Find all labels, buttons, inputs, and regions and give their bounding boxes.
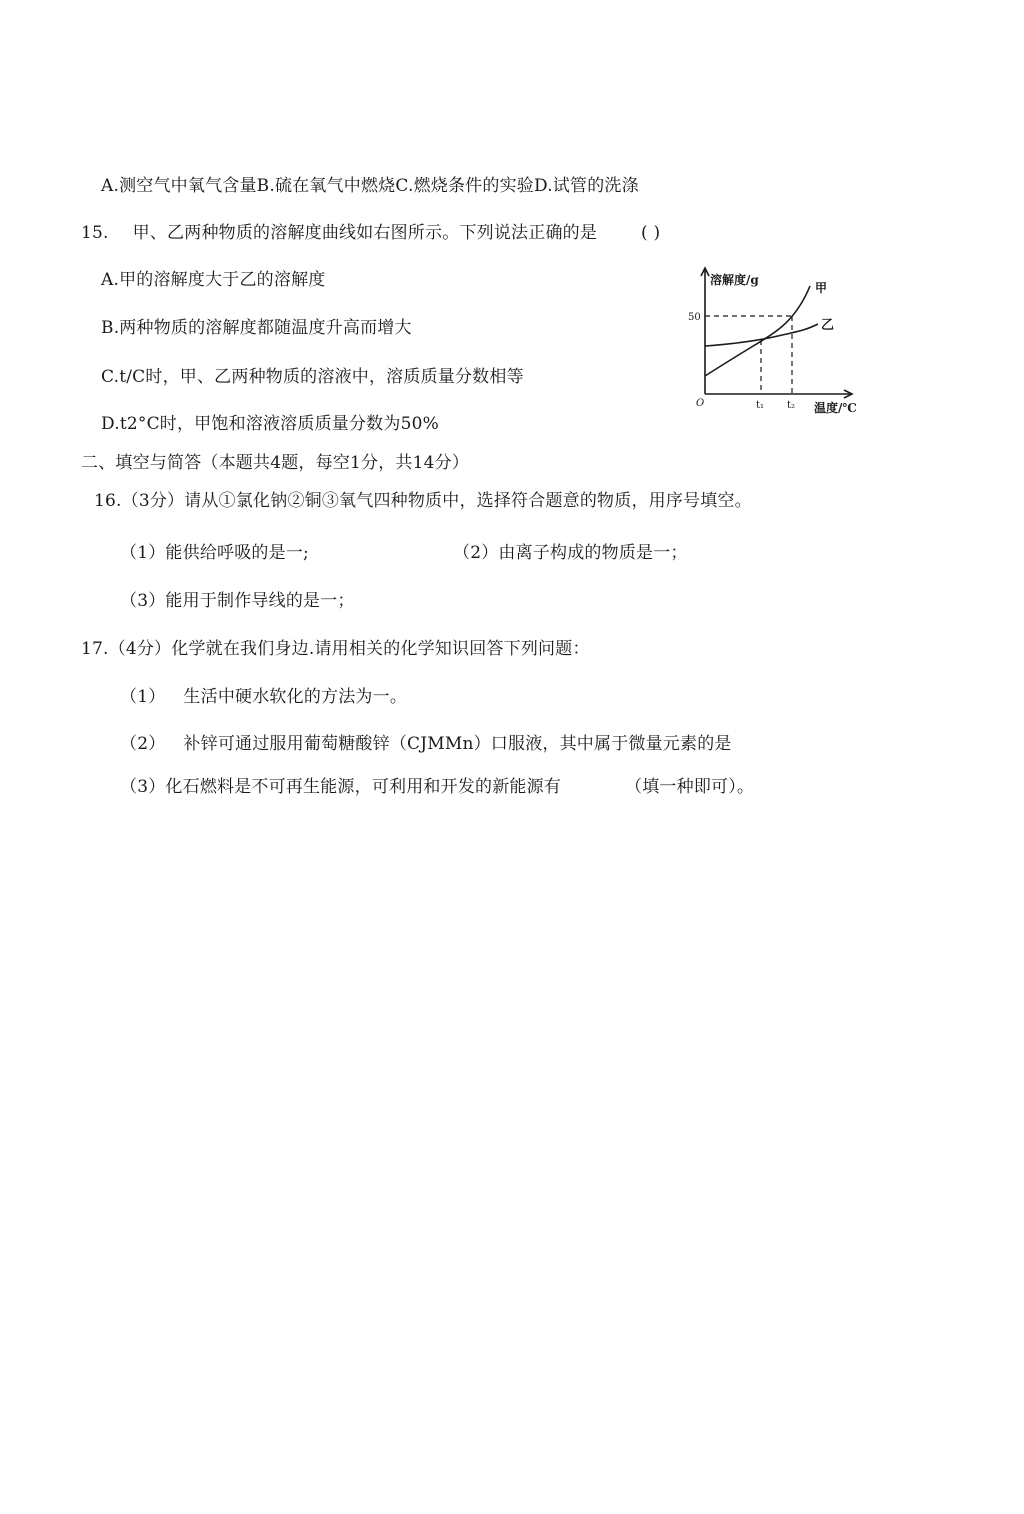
q17-item3-text: （3）化石燃料是不可再生能源，可利用和开发的新能源有: [120, 777, 562, 797]
origin-label: O: [696, 398, 705, 409]
q17-item1: [120, 686, 407, 708]
curve-jia: [705, 286, 810, 376]
q14-options-line: A.测空气中氧气含量B.硫在氧气中燃烧C.燃烧条件的实验D.试管的洗涤: [101, 176, 639, 196]
y-axis-label: 溶解度/g: [710, 273, 759, 287]
y-tick-label-50: 50: [688, 312, 701, 323]
q17-stem: 17.（4分）化学就在我们身边.请用相关的化学知识回答下列问题：: [81, 639, 590, 659]
section2-heading: 二、填空与简答（本题共4题，每空1分，共14分）: [81, 453, 470, 473]
x-tick-label-t1: t₁: [756, 400, 765, 411]
q17-item2: [120, 733, 732, 755]
curve-label-yi: 乙: [821, 318, 835, 333]
solubility-curve-figure: [688, 262, 874, 422]
q17-item1-number: （1）: [120, 687, 166, 707]
q15-stem-line: [81, 222, 660, 244]
q16-item2: （2）由离子构成的物质是一；: [453, 543, 688, 563]
q17-item1-text: 生活中硬水软化的方法为一。: [183, 687, 408, 707]
q15-option-b: B.两种物质的溶解度都随温度升高而增大: [101, 318, 412, 338]
q16-item1: （1）能供给呼吸的是一;: [120, 543, 309, 563]
q15-number: 15.: [81, 223, 109, 243]
x-tick-label-t2: t₂: [787, 400, 796, 411]
q17-item2-text: 补锌可通过服用葡萄糖酸锌（CJMMn）口服液，其中属于微量元素的是: [183, 734, 732, 754]
q15-option-a: A.甲的溶解度大于乙的溶解度: [101, 270, 326, 290]
q15-option-c: C.t/C时，甲、乙两种物质的溶液中，溶质质量分数相等: [101, 367, 524, 387]
q16-item3: （3）能用于制作导线的是一；: [120, 591, 355, 611]
q16-stem: 16.（3分）请从①氯化钠②铜③氧气四种物质中，选择符合题意的物质，用序号填空。: [94, 491, 752, 511]
q17-item2-number: （2）: [120, 734, 166, 754]
q15-answer-bracket: ( ): [641, 223, 661, 243]
curve-label-jia: 甲: [815, 281, 828, 295]
q15-stem: 甲、乙两种物质的溶解度曲线如右图所示。下列说法正确的是: [132, 223, 598, 243]
x-axis-label: 温度/℃: [814, 401, 857, 415]
q17-item3-tail: （填一种即可）。: [625, 777, 755, 797]
q15-option-d: D.t2°C时，甲饱和溶液溶质质量分数为50%: [101, 414, 439, 434]
q17-item3: [120, 776, 754, 798]
